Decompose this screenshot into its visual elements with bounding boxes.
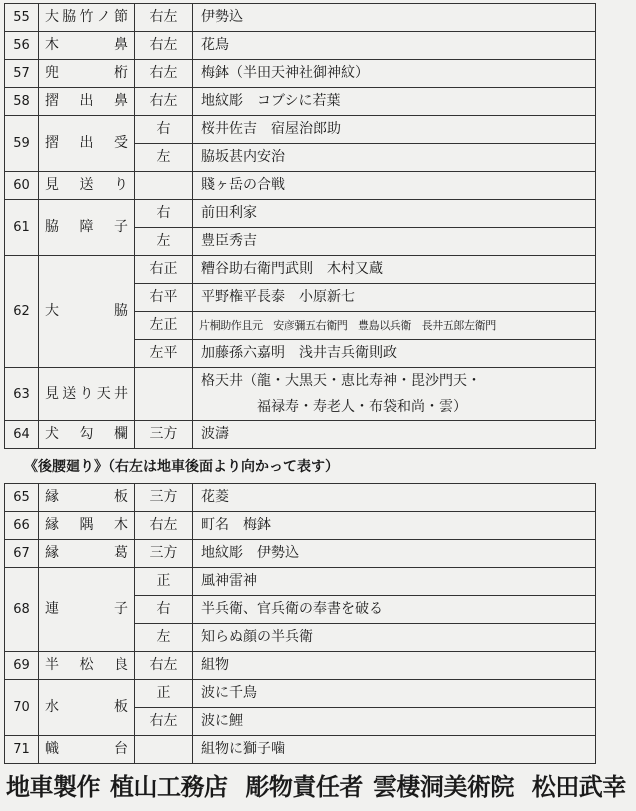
side-cell: 右 [135, 116, 193, 144]
side-cell: 右正 [135, 256, 193, 284]
table-row [5, 512, 596, 540]
table-row [5, 172, 596, 200]
carving-description: 風神雷神 [193, 568, 596, 596]
item-number: 64 [5, 421, 39, 449]
table-row [5, 116, 596, 144]
side-cell: 三方 [135, 421, 193, 449]
credits-footer [6, 767, 636, 802]
side-cell: 右左 [135, 88, 193, 116]
item-number: 59 [5, 116, 39, 172]
carving-description: 豊臣秀吉 [193, 228, 596, 256]
part-name: 木 鼻 [39, 32, 135, 60]
studio-name: 雲棲洞美術院 [372, 773, 514, 801]
part-name: 兜 桁 [39, 60, 135, 88]
table-row [5, 60, 596, 88]
item-number: 63 [5, 368, 39, 421]
carving-description: 片桐助作且元 安彦彌五右衛門 豊島以兵衛 長井五郎左衛門 [193, 312, 596, 340]
table-body [5, 484, 596, 764]
carving-description: 脇坂甚内安治 [193, 144, 596, 172]
carving-description: 組物 [193, 652, 596, 680]
table-row [5, 680, 596, 708]
description-line: 福禄寿・寿老人・布袋和尚・雲） [257, 399, 467, 415]
table-row [5, 540, 596, 568]
carving-description: 前田利家 [193, 200, 596, 228]
carving-description: 波に千鳥 [193, 680, 596, 708]
carver-name: 松田武幸 [531, 773, 626, 801]
side-cell [135, 172, 193, 200]
part-name: 脇 障 子 [39, 200, 135, 256]
carving-description: 梅鉢（半田天神社御神紋） [193, 60, 596, 88]
section-heading-rear: 《後腰廻り》（右左は地車後面より向かって表す） [24, 459, 339, 475]
table-row [5, 200, 596, 228]
carving-description [193, 368, 596, 421]
side-cell [135, 368, 193, 421]
carving-description: 花鳥 [193, 32, 596, 60]
side-cell: 右左 [135, 32, 193, 60]
part-name: 縁 隅 木 [39, 512, 135, 540]
table-row [5, 368, 596, 421]
part-name: 水 板 [39, 680, 135, 736]
carving-description: 知らぬ顔の半兵衛 [193, 624, 596, 652]
item-number: 67 [5, 540, 39, 568]
carving-description: 糟谷助右衛門武則 木村又蔵 [193, 256, 596, 284]
part-name: 大脇竹ノ節 [39, 4, 135, 32]
part-name: 摺 出 鼻 [39, 88, 135, 116]
item-number: 60 [5, 172, 39, 200]
carving-description: 波濤 [193, 421, 596, 449]
part-name: 摺 出 受 [39, 116, 135, 172]
side-cell: 右左 [135, 512, 193, 540]
table-row [5, 421, 596, 449]
table-body [5, 4, 596, 449]
item-number: 69 [5, 652, 39, 680]
part-name: 幟 台 [39, 736, 135, 764]
table-row [5, 736, 596, 764]
item-number: 58 [5, 88, 39, 116]
description-line: 格天井（龍・大黒天・恵比寿神・毘沙門天・ [201, 373, 481, 389]
table-row [5, 568, 596, 596]
side-cell: 三方 [135, 540, 193, 568]
table-row [5, 32, 596, 60]
side-cell: 正 [135, 568, 193, 596]
carving-description: 賤ヶ岳の合戦 [193, 172, 596, 200]
item-number: 68 [5, 568, 39, 652]
maker-label: 地車製作 [6, 773, 100, 801]
item-number: 70 [5, 680, 39, 736]
part-name: 大 脇 [39, 256, 135, 368]
side-cell: 右左 [135, 708, 193, 736]
table-row [5, 652, 596, 680]
table-row [5, 88, 596, 116]
item-number: 65 [5, 484, 39, 512]
side-cell: 正 [135, 680, 193, 708]
side-cell: 右左 [135, 60, 193, 88]
table-row [5, 4, 596, 32]
carving-description: 町名 梅鉢 [193, 512, 596, 540]
side-cell: 右左 [135, 4, 193, 32]
side-cell: 右 [135, 596, 193, 624]
part-name: 見 送 り [39, 172, 135, 200]
part-name: 連 子 [39, 568, 135, 652]
carving-table-front [4, 3, 596, 449]
item-number: 71 [5, 736, 39, 764]
side-cell [135, 736, 193, 764]
side-cell: 左 [135, 144, 193, 172]
carving-description: 桜井佐吉 宿屋治郎助 [193, 116, 596, 144]
item-number: 66 [5, 512, 39, 540]
carving-description: 波に鯉 [193, 708, 596, 736]
side-cell: 左 [135, 228, 193, 256]
item-number: 62 [5, 256, 39, 368]
carving-description: 平野権平長泰 小原新七 [193, 284, 596, 312]
side-cell: 左平 [135, 340, 193, 368]
item-number: 57 [5, 60, 39, 88]
side-cell: 右平 [135, 284, 193, 312]
side-cell: 左 [135, 624, 193, 652]
side-cell: 右 [135, 200, 193, 228]
carver-label: 彫物責任者 [245, 773, 363, 801]
table-row [5, 256, 596, 284]
carving-description: 伊勢込 [193, 4, 596, 32]
item-number: 55 [5, 4, 39, 32]
side-cell: 左正 [135, 312, 193, 340]
part-name: 半 松 良 [39, 652, 135, 680]
carving-table-rear [4, 483, 596, 764]
carving-description: 加藤孫六嘉明 浅井吉兵衛則政 [193, 340, 596, 368]
carving-description: 花菱 [193, 484, 596, 512]
table-row [5, 484, 596, 512]
item-number: 56 [5, 32, 39, 60]
carving-description: 地紋彫 伊勢込 [193, 540, 596, 568]
carving-description: 半兵衛、官兵衛の奉書を破る [193, 596, 596, 624]
carving-description: 地紋彫 コブシに若葉 [193, 88, 596, 116]
carving-description: 組物に獅子噛 [193, 736, 596, 764]
item-number: 61 [5, 200, 39, 256]
part-name: 見送り天井 [39, 368, 135, 421]
side-cell: 右左 [135, 652, 193, 680]
side-cell: 三方 [135, 484, 193, 512]
part-name: 縁 葛 [39, 540, 135, 568]
maker-name: 植山工務店 [110, 773, 228, 801]
part-name: 犬 勾 欄 [39, 421, 135, 449]
part-name: 縁 板 [39, 484, 135, 512]
